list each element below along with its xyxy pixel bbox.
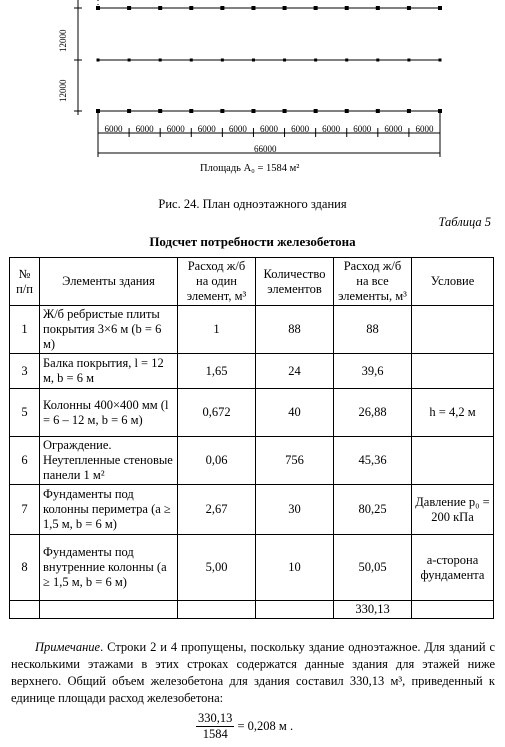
figure-caption: Рис. 24. План одноэтажного здания xyxy=(158,197,347,211)
row-cond: h = 4,2 м xyxy=(412,389,494,437)
column-square xyxy=(158,6,162,10)
bay-width-label: 6000 xyxy=(384,124,403,134)
column-square xyxy=(96,6,100,10)
table-number: Таблица 5 xyxy=(438,215,491,229)
table-row xyxy=(10,354,494,389)
row-num: 6 xyxy=(10,437,40,485)
row-total: 80,25 xyxy=(334,485,412,535)
table-title: Подсчет потребности железобетона xyxy=(149,234,356,249)
building-plan-drawing xyxy=(0,0,505,185)
column-square xyxy=(314,59,317,62)
column-square xyxy=(97,59,100,62)
row-per: 5,00 xyxy=(178,535,256,601)
area-label: Площадь A₀ = 1584 м² xyxy=(200,163,300,174)
column-square xyxy=(438,109,442,113)
row-cond xyxy=(412,354,494,389)
row-count: 24 xyxy=(256,354,334,389)
row-count: 30 xyxy=(256,485,334,535)
column-square xyxy=(252,59,255,62)
formula xyxy=(196,711,293,742)
row-num: 5 xyxy=(10,389,40,437)
header-per-element: Расход ж/б на один элемент, м³ xyxy=(178,258,256,306)
column-square xyxy=(345,59,348,62)
note-text: . Строки 2 и 4 пропущены, поскольку здание одноэтажное. Для зданий с несколькими этажами в этих строках содержатся данные здания для этажей ниже верхнего. Общий объем железобетона для здания составил 330,13 м³, приведенный к единице площади расход железобетона: xyxy=(11,640,495,705)
dim-12000-bottom: 12000 xyxy=(58,79,68,102)
row-total: 26,88 xyxy=(334,389,412,437)
header-condition: Условие xyxy=(412,258,494,306)
row-count: 10 xyxy=(256,535,334,601)
table-row xyxy=(10,437,494,485)
row-num: 3 xyxy=(10,354,40,389)
column-square xyxy=(407,109,411,113)
column-square xyxy=(96,109,100,113)
row-total: 88 xyxy=(334,306,412,354)
row-count: 88 xyxy=(256,306,334,354)
column-square xyxy=(345,109,349,113)
header-num: № п/п xyxy=(10,258,40,306)
row-cond: a-сторона фундамента xyxy=(412,535,494,601)
bay-width-label: 6000 xyxy=(228,124,247,134)
column-square xyxy=(439,59,442,62)
formula-result: = 0,208 м . xyxy=(237,719,294,733)
column-square xyxy=(376,6,380,10)
column-square xyxy=(251,109,255,113)
bay-width-label: 6000 xyxy=(291,124,310,134)
row-num: 7 xyxy=(10,485,40,535)
column-square xyxy=(128,59,131,62)
row-num: 1 xyxy=(10,306,40,354)
row-num: 8 xyxy=(10,535,40,601)
row-name: Ограждение. Неутепленные стеновые панели 1 м² xyxy=(40,437,178,485)
row-cond xyxy=(412,306,494,354)
bay-width-label: 6000 xyxy=(322,124,341,134)
row-name: Фундаменты под колонны периметра (a ≥ 1,5 м, b = 6 м) xyxy=(40,485,178,535)
column-square xyxy=(251,6,255,10)
bay-width-label: 6000 xyxy=(135,124,154,134)
row-name: Фундаменты под внутренние колонны (a ≥ 1,5 м, b = 6 м) xyxy=(40,535,178,601)
note-paragraph xyxy=(11,639,495,707)
table-row xyxy=(10,485,494,535)
row-name: Ж/б ребристые плиты покрытия 3×6 м (b = 6 м) xyxy=(40,306,178,354)
formula-denominator: 1584 xyxy=(202,727,228,741)
sum-total: 330,13 xyxy=(334,601,412,619)
row-per: 1,65 xyxy=(178,354,256,389)
column-square xyxy=(127,6,131,10)
column-square xyxy=(283,109,287,113)
row-total: 50,05 xyxy=(334,535,412,601)
row-count: 40 xyxy=(256,389,334,437)
header-elements: Элементы здания xyxy=(40,258,178,306)
column-square xyxy=(189,6,193,10)
column-square xyxy=(314,6,318,10)
column-square xyxy=(220,6,224,10)
row-per: 0,06 xyxy=(178,437,256,485)
row-name: Балка покрытия, l = 12 м, b = 6 м xyxy=(40,354,178,389)
note-lead: Примечание xyxy=(35,640,101,654)
bay-width-label: 6000 xyxy=(197,124,216,134)
table-row xyxy=(10,306,494,354)
bay-width-label: 6000 xyxy=(415,124,434,134)
column-square xyxy=(221,59,224,62)
row-name: Колонны 400×400 мм (l = 6 – 12 м, b = 6 м) xyxy=(40,389,178,437)
column-square xyxy=(407,59,410,62)
row-per: 2,67 xyxy=(178,485,256,535)
column-square xyxy=(189,109,193,113)
table-row xyxy=(10,535,494,601)
bay-width-label: 6000 xyxy=(104,124,123,134)
formula-numerator: 330,13 xyxy=(198,711,233,725)
total-width-label: 66000 xyxy=(254,144,277,154)
column-square xyxy=(159,59,162,62)
row-cond xyxy=(412,437,494,485)
column-square xyxy=(438,6,442,10)
bay-width-label: 6000 xyxy=(166,124,185,134)
bay-width-label: 6000 xyxy=(259,124,278,134)
dim-12000-top: 12000 xyxy=(58,29,68,52)
column-square xyxy=(345,6,349,10)
column-square xyxy=(220,109,224,113)
header-count: Количество элементов xyxy=(256,258,334,306)
column-square xyxy=(127,109,131,113)
table-total-row xyxy=(10,601,494,619)
bay-width-label: 6000 xyxy=(353,124,372,134)
column-square xyxy=(158,109,162,113)
column-square xyxy=(376,109,380,113)
column-square xyxy=(407,6,411,10)
row-total: 39,6 xyxy=(334,354,412,389)
column-square xyxy=(314,109,318,113)
concrete-table xyxy=(9,257,494,619)
column-square xyxy=(283,6,287,10)
table-row xyxy=(10,389,494,437)
row-per: 0,672 xyxy=(178,389,256,437)
header-total: Расход ж/б на все элементы, м³ xyxy=(334,258,412,306)
row-count: 756 xyxy=(256,437,334,485)
row-cond: Давление p₀ = 200 кПа xyxy=(412,485,494,535)
column-square xyxy=(283,59,286,62)
row-per: 1 xyxy=(178,306,256,354)
row-total: 45,36 xyxy=(334,437,412,485)
column-square xyxy=(376,59,379,62)
column-square xyxy=(190,59,193,62)
